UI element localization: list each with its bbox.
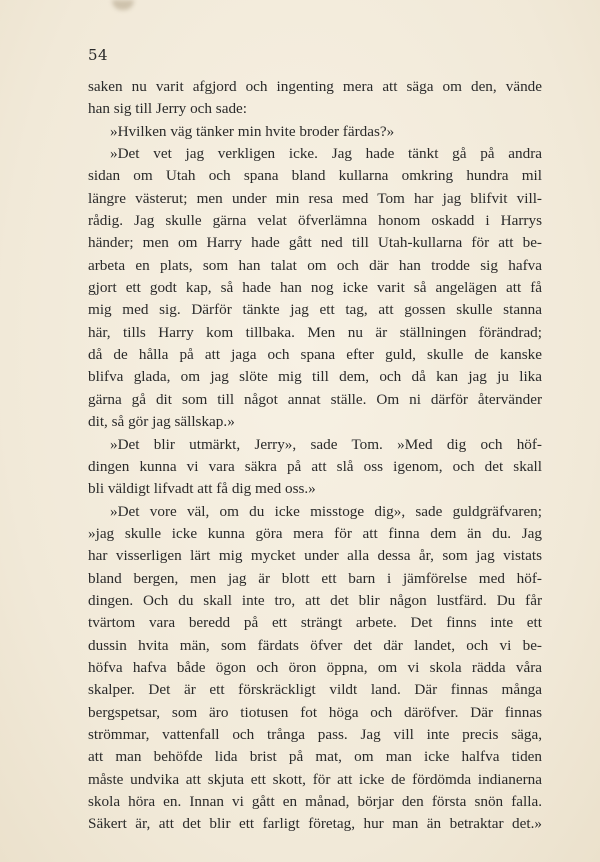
text-line: bergspetsar, som äro tiotusen fot höga och däröfver. Där finnas <box>88 703 542 721</box>
text-line: han sig till Jerry och sade: <box>88 100 248 118</box>
text-line: längre västerut; men under min resa med Tom har jag blifvit vill- <box>88 189 542 207</box>
text-line: »Det blir utmärkt, Jerry», sade Tom. »Med dig och höf- <box>110 435 542 453</box>
text-line: bland bergen, men jag är blott ett barn i jämförelse med höf- <box>88 569 542 587</box>
text-line: »Det vore väl, om du icke misstoge dig», sade guldgräfvaren; <box>110 502 542 520</box>
text-line: rådig. Jag skulle gärna velat öfverlämna honom oskadd i Harrys <box>88 212 542 230</box>
text-line: händer; men om Harry hade gått ned till Utah-kullarna för att be- <box>88 234 542 252</box>
text-line: »jag skulle icke kunna göra mera för att finna dem än du. Jag <box>88 524 542 542</box>
text-line: tvärtom vara beredd på ett strängt arbete. Det finns inte ett <box>88 614 542 632</box>
text-line: arbeta en plats, som han talat om och där han trodde sig hafva <box>88 256 542 274</box>
body-text <box>88 76 542 836</box>
text-line: saken nu varit afgjord och ingenting mera att säga om den, vände <box>88 78 542 95</box>
text-line: då de hålla på att jaga och spana efter guld, skulle de kanske <box>88 346 542 364</box>
text-line: gjort ett godt kap, så hade han nog icke varit så angelägen att få <box>88 279 542 297</box>
text-line: att man behöfde lida brist på mat, om man icke halfva tiden <box>88 748 542 766</box>
text-line: dingen kunna vi vara säkra på att slå oss igenom, och det skall <box>88 457 542 475</box>
text-line: dussin hvita män, som färdats öfver det där landet, och vi be- <box>88 636 542 654</box>
text-line: bli väldigt lifvadt att få dig med oss.» <box>88 480 316 498</box>
paper-stain <box>112 0 134 10</box>
text-line: strömmar, vattenfall och trånga pass. Jag vill inte precis säga, <box>88 725 542 743</box>
text-line: skalper. Det är ett förskräckligt vildt land. Där finnas många <box>88 681 542 699</box>
text-line: Säkert är, att det blir ett farligt företag, hur man än betraktar det.» <box>88 815 542 833</box>
text-line: sidan om Utah och spana bland kullarna omkring hundra mil <box>88 167 542 185</box>
text-line: »Hvilken väg tänker min hvite broder färdas?» <box>110 122 395 140</box>
text-line: gärna gå dit som till något annat ställe. Om ni därför återvänder <box>88 390 542 408</box>
text-line: måste undvika att skjuta ett skott, för att icke de fördömda indianerna <box>88 770 542 788</box>
text-line: blifva glada, om jag slöte mig till dem, och då kan jag ju lika <box>88 368 542 386</box>
page-number: 54 <box>88 46 109 64</box>
text-line: här, tills Harry kom tillbaka. Men nu är ställningen förändrad; <box>88 323 542 341</box>
text-line: har visserligen lärt mig mycket under alla dessa år, som jag vistats <box>88 547 542 565</box>
text-line: mig med sig. Därför tänkte jag ett tag, att gossen skulle stanna <box>88 301 542 319</box>
text-line: skola höra en. Innan vi gått en månad, börjar den första snön falla. <box>88 793 542 810</box>
text-line: »Det vet jag verkligen icke. Jag hade tänkt gå på andra <box>110 145 542 163</box>
text-line: dit, så gör jag sällskap.» <box>88 413 235 431</box>
text-line: dingen. Och du skall inte tro, att det blir någon lustfärd. Du får <box>88 591 542 609</box>
text-line: höfva hafva både ögon och öron öppna, om vi skola rädda våra <box>88 658 542 676</box>
